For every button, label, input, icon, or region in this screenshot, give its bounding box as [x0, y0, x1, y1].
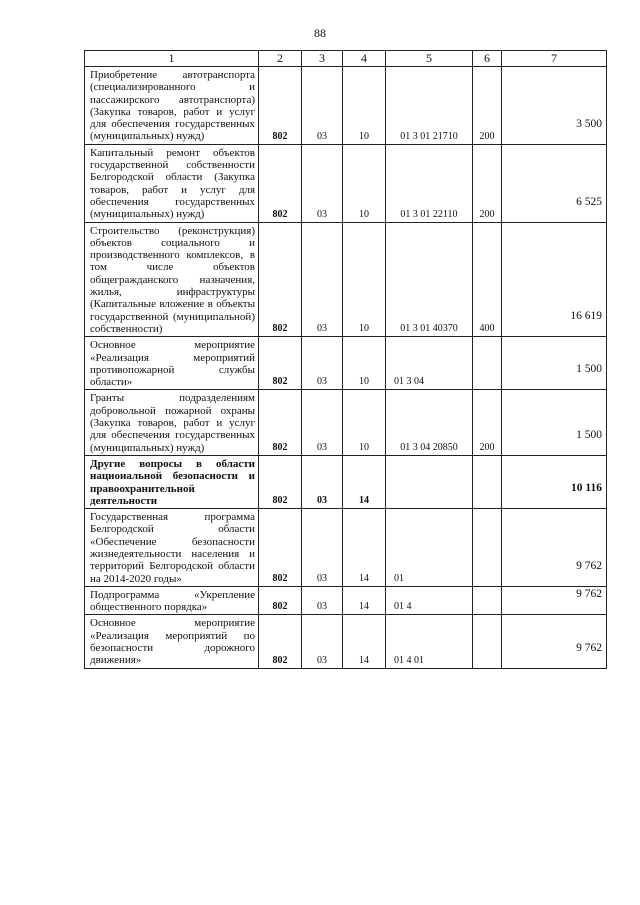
item-name: Приобретение автотранспорта (специализированного и пассажирского автотранспорта) (Закупка товаров, работ и услуг для обеспечения государственных (муниципальных) нужд) — [85, 67, 259, 145]
item-name: Подпрограмма «Укрепление общественного порядка» — [85, 586, 259, 615]
table-row — [85, 337, 607, 390]
code-grz: 802 — [259, 144, 302, 222]
amount: 10 116 — [502, 455, 607, 508]
code-rz: 03 — [302, 509, 343, 587]
code-vr — [473, 509, 502, 587]
budget-table — [84, 50, 607, 669]
code-csr: 01 3 04 20850 — [386, 390, 473, 455]
code-csr: 01 3 01 22110 — [386, 144, 473, 222]
column-header-6: 6 — [473, 51, 502, 67]
code-rz: 03 — [302, 144, 343, 222]
code-rz: 03 — [302, 337, 343, 390]
table-row — [85, 586, 607, 615]
item-name: Другие вопросы в области национальной безопасности и правоохранительной деятельности — [85, 455, 259, 508]
table-row — [85, 390, 607, 455]
amount: 3 500 — [502, 67, 607, 145]
table-row — [85, 615, 607, 668]
amount: 9 762 — [502, 586, 607, 615]
column-header-4: 4 — [343, 51, 386, 67]
code-vr — [473, 615, 502, 668]
header-row — [85, 51, 607, 67]
code-vr — [473, 586, 502, 615]
table-row — [85, 455, 607, 508]
code-pr: 10 — [343, 337, 386, 390]
code-grz: 802 — [259, 337, 302, 390]
code-csr: 01 — [386, 509, 473, 587]
table-row — [85, 509, 607, 587]
code-grz: 802 — [259, 455, 302, 508]
code-csr: 01 3 01 21710 — [386, 67, 473, 145]
column-header-5: 5 — [386, 51, 473, 67]
amount: 1 500 — [502, 337, 607, 390]
code-rz: 03 — [302, 222, 343, 337]
code-rz: 03 — [302, 390, 343, 455]
amount: 6 525 — [502, 144, 607, 222]
code-csr — [386, 455, 473, 508]
column-header-2: 2 — [259, 51, 302, 67]
code-pr: 14 — [343, 509, 386, 587]
code-grz: 802 — [259, 509, 302, 587]
column-header-1: 1 — [85, 51, 259, 67]
code-grz: 802 — [259, 615, 302, 668]
item-name: Строительство (реконструкция) объектов социального и производственного комплексов, в том числе объектов общегражданского назначения, жилья, инфраструктуры (Капитальные вложение в объекты государственной (муниципальной) собственности) — [85, 222, 259, 337]
code-pr: 10 — [343, 67, 386, 145]
code-grz: 802 — [259, 586, 302, 615]
code-vr: 400 — [473, 222, 502, 337]
code-csr: 01 4 01 — [386, 615, 473, 668]
amount: 1 500 — [502, 390, 607, 455]
code-pr: 14 — [343, 455, 386, 508]
item-name: Государственная программа Белгородской области «Обеспечение безопасности жизнедеятельности населения и территорий Белгородской области на 2014-2020 годы» — [85, 509, 259, 587]
table-row — [85, 144, 607, 222]
code-vr — [473, 455, 502, 508]
code-rz: 03 — [302, 586, 343, 615]
code-grz: 802 — [259, 67, 302, 145]
code-pr: 10 — [343, 390, 386, 455]
code-pr: 14 — [343, 615, 386, 668]
code-rz: 03 — [302, 455, 343, 508]
item-name: Гранты подразделениям добровольной пожарной охраны (Закупка товаров, работ и услуг для обеспечения государственных (муниципальных) нужд) — [85, 390, 259, 455]
column-header-3: 3 — [302, 51, 343, 67]
code-pr: 10 — [343, 144, 386, 222]
table-row — [85, 222, 607, 337]
code-csr: 01 3 04 — [386, 337, 473, 390]
table-body — [85, 67, 607, 669]
item-name: Капитальный ремонт объектов государственной собственности Белгородской области (Закупка товаров, работ и услуг для обеспечения государственных (муниципальных) нужд) — [85, 144, 259, 222]
item-name: Основное мероприятие «Реализация мероприятий противопожарной службы области» — [85, 337, 259, 390]
code-grz: 802 — [259, 222, 302, 337]
code-rz: 03 — [302, 615, 343, 668]
amount: 16 619 — [502, 222, 607, 337]
amount: 9 762 — [502, 615, 607, 668]
item-name: Основное мероприятие «Реализация мероприятий по безопасности дорожного движения» — [85, 615, 259, 668]
code-csr: 01 3 01 40370 — [386, 222, 473, 337]
code-grz: 802 — [259, 390, 302, 455]
code-rz: 03 — [302, 67, 343, 145]
code-csr: 01 4 — [386, 586, 473, 615]
table-row — [85, 67, 607, 145]
column-header-7: 7 — [502, 51, 607, 67]
code-vr: 200 — [473, 144, 502, 222]
code-vr: 200 — [473, 67, 502, 145]
code-pr: 10 — [343, 222, 386, 337]
code-vr — [473, 337, 502, 390]
page-number: 88 — [314, 26, 326, 40]
table-header — [85, 51, 607, 67]
code-vr: 200 — [473, 390, 502, 455]
amount: 9 762 — [502, 509, 607, 587]
code-pr: 14 — [343, 586, 386, 615]
